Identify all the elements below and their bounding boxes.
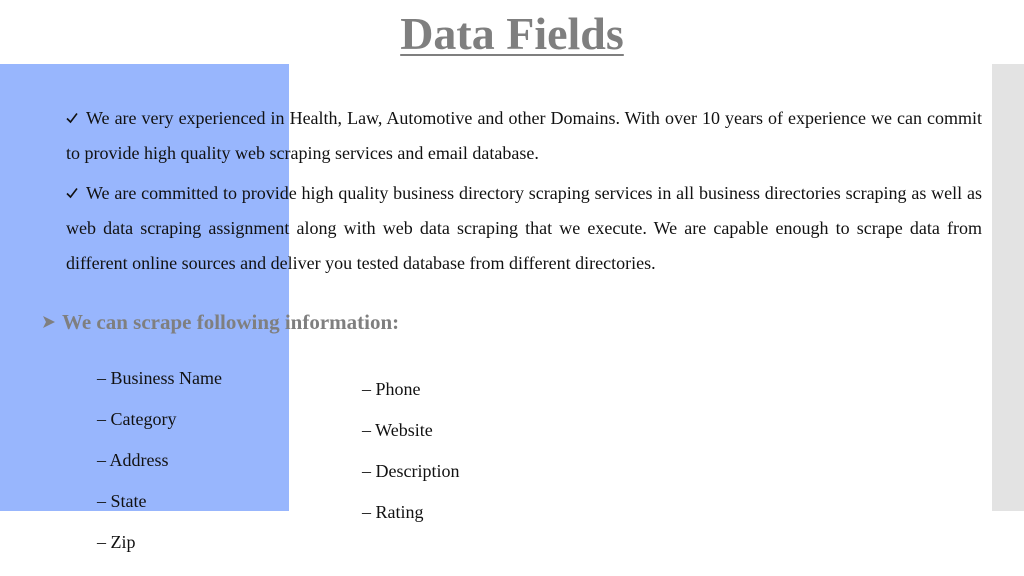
list-item: – Phone bbox=[362, 379, 421, 399]
slide-title: Data Fields bbox=[400, 8, 624, 59]
field-list-right bbox=[362, 375, 459, 539]
paragraph-text: We are committed to provide high quality business directory scraping services in all business directories scraping as well as web data scraping assignment along with web data scraping that we execute. We are capable enough to scrape data from different online sources and deliver you tested database from different directories. bbox=[66, 183, 982, 273]
list-item: – Business Name bbox=[97, 368, 222, 388]
list-item: – Category bbox=[97, 409, 177, 429]
subheading bbox=[42, 306, 399, 338]
list-item: – State bbox=[97, 491, 147, 511]
side-bar bbox=[992, 64, 1024, 511]
paragraph-experience bbox=[66, 101, 982, 171]
field-list-left bbox=[97, 364, 222, 569]
checkmark-icon bbox=[66, 112, 78, 124]
checkmark-icon bbox=[66, 187, 78, 199]
arrow-bullet-icon bbox=[42, 315, 56, 329]
list-item: – Website bbox=[362, 420, 433, 440]
paragraph-text: We are very experienced in Health, Law, Automotive and other Domains. With over 10 years of experience we can commit to provide high quality web scraping services and email database. bbox=[66, 108, 982, 163]
paragraph-commitment bbox=[66, 176, 982, 281]
list-item: – Address bbox=[97, 450, 169, 470]
list-item: – Zip bbox=[97, 532, 136, 552]
list-item: – Rating bbox=[362, 502, 424, 522]
subheading-text: We can scrape following information: bbox=[62, 310, 400, 334]
list-item: – Description bbox=[362, 461, 460, 481]
